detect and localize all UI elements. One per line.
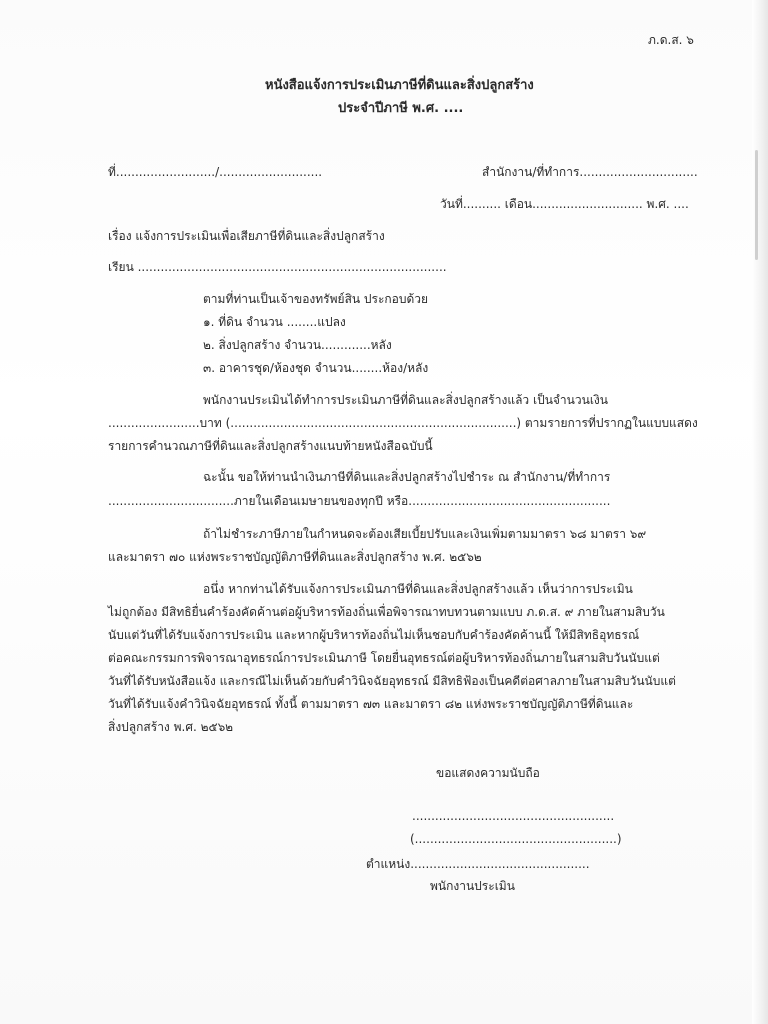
para-assessment-line2: ........................บาท (...........................................................................) ตามรายการที่ปรากฏในแบบแสดง	[108, 416, 698, 430]
page-edge	[752, 0, 768, 1024]
para-appeal-line3: นับแต่วันที่ได้รับแจ้งการประเมิน และหากผู้บริหารท้องถิ่นไม่เห็นชอบกับคำร้องคัดค้านนี้ ให้มีสิทธิอุทธรณ์	[108, 628, 640, 642]
signature-line: .....................................................	[412, 809, 615, 823]
closing-regards: ขอแสดงความนับถือ	[436, 766, 540, 780]
signer-position-line: ตำแหน่ง...............................................	[366, 857, 590, 871]
para-penalty-line1: ถ้าไม่ชำระภาษีภายในกำหนดจะต้องเสียเบี้ยปรับและเงินเพิ่มตามมาตรา ๖๘ มาตรา ๖๙	[203, 527, 647, 541]
para-appeal-line5: วันที่ได้รับหนังสือแจ้ง และกรณีไม่เห็นด้วยกับคำวินิจฉัยอุทธรณ์ มีสิทธิฟ้องเป็นคดีต่อศาลภายในสามสิบวันนับแต่	[108, 674, 676, 688]
para-payment-line2: .................................ภายในเดือนเมษายนของทุกปี หรือ.....................................................	[108, 494, 611, 508]
para-appeal-line2: ไม่ถูกต้อง มีสิทธิยื่นคำร้องคัดค้านต่อผู้บริหารท้องถิ่นเพื่อพิจารณาทบทวนตามแบบ ภ.ด.ส. ๙ ภายในสามสิบวัน	[108, 605, 665, 619]
para-appeal-line4: ต่อคณะกรรมการพิจารณาอุทธรณ์การประเมินภาษี โดยยื่นอุทธรณ์ต่อผู้บริหารท้องถิ่นภายในสามสิบวันนับแต่	[108, 651, 660, 665]
document-subtitle: ประจำปีภาษี พ.ศ. ....	[338, 101, 464, 116]
para-appeal-line7: สิ่งปลูกสร้าง พ.ศ. ๒๕๖๒	[108, 720, 234, 734]
para-assessment-line3: รายการคำนวณภาษีที่ดินและสิ่งปลูกสร้างแนบท้ายหนังสือฉบับนี้	[108, 439, 433, 453]
signer-role: พนักงานประเมิน	[430, 879, 515, 893]
para-penalty-line2: และมาตรา ๗๐ แห่งพระราชบัญญัติภาษีที่ดินและสิ่งปลูกสร้าง พ.ศ. ๒๕๖๒	[108, 550, 482, 564]
item-building: ๒. สิ่งปลูกสร้าง จำนวน.............หลัง	[203, 338, 392, 352]
para-appeal-line1: อนึ่ง หากท่านได้รับแจ้งการประเมินภาษีที่ดินและสิ่งปลูกสร้างแล้ว เห็นว่าการประเมิน	[203, 582, 633, 596]
edge-mark	[755, 150, 758, 260]
para-payment-line1: ฉะนั้น ขอให้ท่านนำเงินภาษีที่ดินและสิ่งปลูกสร้างไปชำระ ณ สำนักงาน/ที่ทำการ	[203, 470, 611, 484]
reference-number: ที่........................../...........................	[108, 165, 323, 179]
owner-intro: ตามที่ท่านเป็นเจ้าของทรัพย์สิน ประกอบด้วย	[203, 292, 429, 306]
document-title: หนังสือแจ้งการประเมินภาษีที่ดินและสิ่งปลูกสร้าง	[265, 78, 534, 93]
para-assessment-line1: พนักงานประเมินได้ทำการประเมินภาษีที่ดินและสิ่งปลูกสร้างแล้ว เป็นจำนวนเงิน	[203, 393, 608, 407]
item-land: ๑. ที่ดิน จำนวน ........แปลง	[203, 315, 346, 329]
office-line: สำนักงาน/ที่ทำการ...............................	[482, 165, 698, 179]
subject-line: เรื่อง แจ้งการประเมินเพื่อเสียภาษีที่ดินและสิ่งปลูกสร้าง	[108, 229, 385, 243]
form-code: ภ.ด.ส. ๖	[648, 33, 694, 47]
signer-name-line: (.....................................................)	[410, 832, 622, 846]
date-line: วันที่.......... เดือน............................. พ.ศ. ....	[440, 197, 689, 211]
item-condo: ๓. อาคารชุด/ห้องชุด จำนวน........ห้อง/หลัง	[203, 361, 429, 375]
para-appeal-line6: วันที่ได้รับแจ้งคำวินิจฉัยอุทธรณ์ ทั้งนี้ ตามมาตรา ๗๓ และมาตรา ๘๒ แห่งพระราชบัญญัติภาษีที่ดินและ	[108, 697, 634, 711]
recipient-line: เรียน .................................................................................	[108, 260, 447, 274]
